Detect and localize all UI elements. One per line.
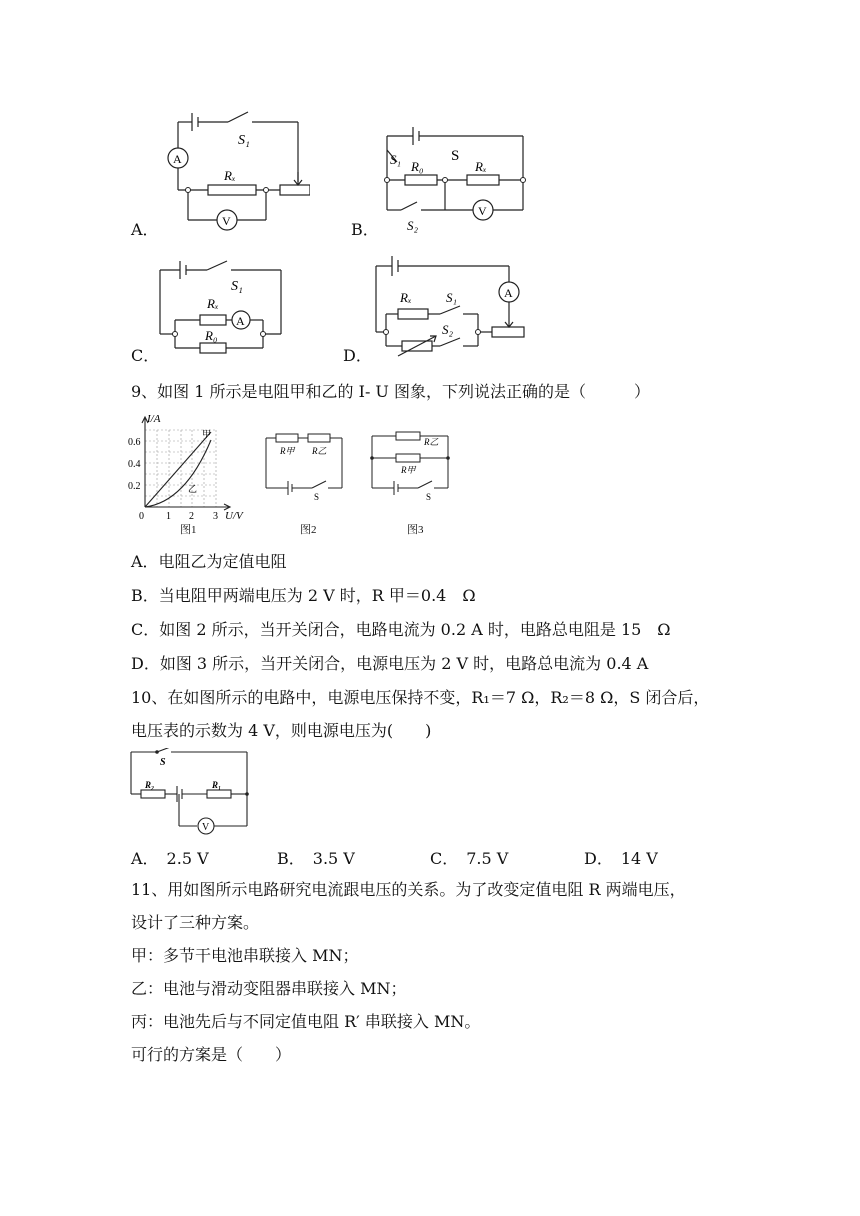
q10-stem-line1: 10、在如图所示的电路中，电源电压保持不变，R₁＝7 Ω，R₂＝8 Ω，S 闭合后，: [131, 688, 710, 707]
ammeter-c-symbol: A: [236, 314, 245, 328]
fig2-switch-label: S: [314, 492, 320, 502]
fig1-caption: 图1: [180, 524, 197, 536]
fig2-r-jia-label: R甲: [280, 446, 295, 456]
resistor-rx-label: Rₓ: [475, 159, 487, 174]
option-c-label: C．: [131, 346, 160, 365]
circuit-d-diagram: [368, 250, 528, 358]
option-b-label: B．: [351, 220, 379, 239]
q10-r2-label: R₂: [145, 780, 155, 790]
ammeter-a-symbol: A: [173, 152, 182, 166]
voltmeter-a-symbol: V: [222, 214, 231, 228]
q11-plan-bing: 丙：电池先后与不同定值电阻 R′ 串联接入 MN。: [131, 1012, 481, 1031]
q9-stem: 9、如图 1 所示是电阻甲和乙的 I- U 图象，下列说法正确的是（ ）: [131, 382, 651, 401]
resistor-r0-label: R₀: [205, 328, 218, 343]
x-tick-label: 3: [213, 511, 218, 522]
fig3-caption: 图3: [407, 524, 424, 536]
circuit-c-diagram: [155, 258, 290, 358]
y-tick-label: 0.2: [128, 481, 141, 492]
x-tick-label: 0: [139, 511, 144, 522]
voltmeter-b-symbol: V: [478, 204, 487, 218]
switch-s1-label: S₁: [238, 133, 250, 148]
q11-stem-line1: 11、用如图所示电路研究电流跟电压的关系。为了改变定值电阻 R 两端电压，: [131, 880, 686, 899]
switch-s1-label: S₁: [231, 279, 243, 294]
x-tick-label: 1: [166, 511, 171, 522]
q9-option-b: B．当电阻甲两端电压为 2 V 时，R 甲＝0.4 Ω: [131, 586, 476, 605]
q10-switch-label: S: [160, 757, 166, 768]
curve-yi-label: 乙: [188, 484, 198, 494]
option-a-label: A．: [131, 220, 159, 239]
circuit-b-diagram: [375, 122, 530, 234]
q10-r1-label: R₁: [212, 780, 222, 790]
q10-circuit: [127, 748, 252, 835]
x-axis-label: U/V: [225, 510, 243, 522]
q9-option-d: D．如图 3 所示，当开关闭合，电源电压为 2 V 时，电路总电流为 0.4 A: [131, 654, 649, 673]
curve-jia-label: 甲: [202, 429, 212, 439]
ammeter-d-symbol: A: [504, 286, 513, 300]
q9-fig2-circuit: [262, 428, 347, 503]
y-tick-label: 0.6: [128, 437, 141, 448]
resistor-rx-label: Rₓ: [207, 296, 219, 311]
resistor-rx-label: Rₓ: [400, 290, 412, 305]
q11-plan-yi: 乙：电池与滑动变阻器串联接入 MN；: [131, 979, 407, 998]
switch-s2-label: S₂: [407, 218, 419, 233]
q9-fig1-graph: [125, 410, 255, 535]
switch-s-label: S: [451, 148, 460, 164]
resistor-rx-label: Rₓ: [224, 168, 236, 183]
fig2-caption: 图2: [300, 524, 317, 536]
x-tick-label: 2: [189, 511, 194, 522]
q10-option-a: A． 2.5 V: [131, 849, 209, 868]
q11-question: 可行的方案是（ ）: [131, 1045, 292, 1064]
q11-plan-jia: 甲：多节干电池串联接入 MN；: [131, 946, 359, 965]
fig3-r-jia-label: R甲: [401, 465, 416, 475]
q9-fig3-circuit: [368, 428, 453, 503]
q10-stem-line2: 电压表的示数为 4 V，则电源电压为( ): [131, 721, 432, 740]
switch-s2-label: S₂: [442, 322, 454, 337]
q10-voltmeter-symbol: V: [202, 822, 210, 833]
q10-option-b: B． 3.5 V: [277, 849, 355, 868]
fig3-switch-label: S: [426, 492, 432, 502]
circuit-a-diagram: [160, 100, 310, 232]
fig3-r-yi-label: R乙: [424, 437, 439, 447]
fig2-r-yi-label: R乙: [312, 446, 327, 456]
q9-option-c: C．如图 2 所示，当开关闭合，电路电流为 0.2 A 时，电路总电阻是 15 Ω: [131, 620, 671, 639]
y-axis-label: I/A: [147, 413, 161, 425]
q11-stem-line2: 设计了三种方案。: [131, 913, 260, 932]
switch-s1-label: S₁: [446, 290, 458, 305]
resistor-r0-label: R₀: [411, 159, 424, 174]
q9-option-a: A．电阻乙为定值电阻: [131, 552, 287, 571]
y-tick-label: 0.4: [128, 459, 141, 470]
switch-s1-label: S₁: [390, 152, 402, 167]
option-d-label: D．: [343, 346, 372, 365]
q10-option-d: D． 14 V: [584, 849, 658, 868]
q10-option-c: C． 7.5 V: [430, 849, 509, 868]
